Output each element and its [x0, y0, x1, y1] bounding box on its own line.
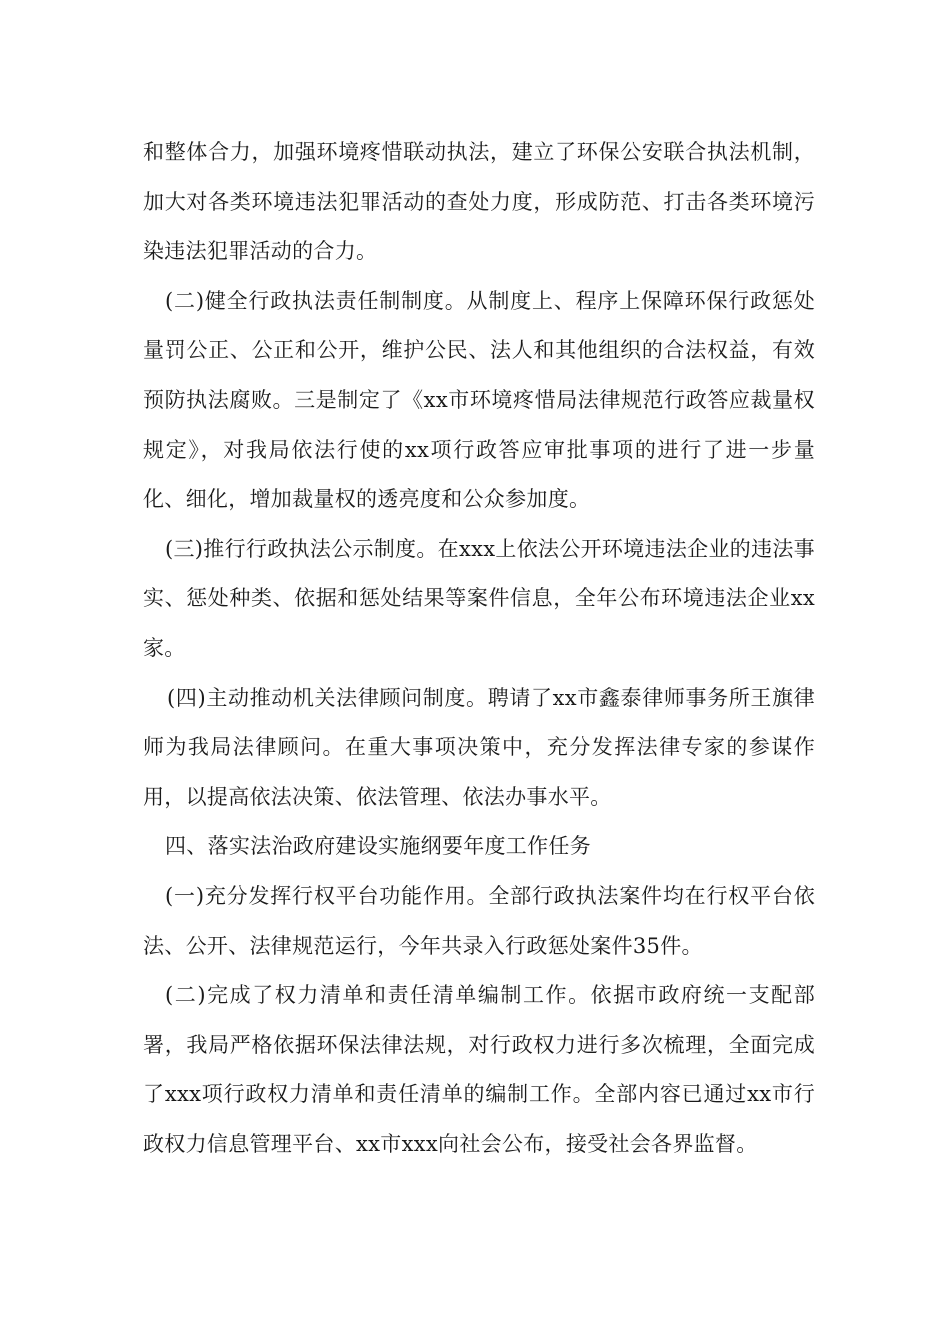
paragraph-legal-counsel: (四)主动推动机关法律顾问制度。聘请了xx市鑫泰律师事务所王旗律师为我局法律顾问。在重大事项决策中，充分发挥法律专家的参谋作用，以提高依法决策、依法管理、依法办事水平。: [143, 685, 815, 809]
paragraph-continuation: 和整体合力，加强环境疼惜联动执法，建立了环保公安联合执法机制，加大对各类环境违法犯罪活动的查处力度，形成防范、打击各类环境污染违法犯罪活动的合力。: [143, 140, 815, 264]
paragraph-platform: (一)充分发挥行权平台功能作用。全部行政执法案件均在行权平台依法、公开、法律规范运行，今年共录入行政惩处案件35件。: [143, 883, 815, 958]
paragraph-publicity-system: (三)推行行政执法公示制度。在xxx上依法公开环境违法企业的违法事实、惩处种类、依据和惩处结果等案件信息，全年公布环境违法企业xx家。: [143, 536, 815, 660]
paragraph-power-lists: (二)完成了权力清单和责任清单编制工作。依据市政府统一支配部署，我局严格依据环保法律法规，对行政权力进行多次梳理，全面完成了xxx项行政权力清单和责任清单的编制工作。全部内容已通过xx市行政权力信息管理平台、xx市xxx向社会公布，接受社会各界监督。: [143, 983, 815, 1156]
paragraph-responsibility-system: (二)健全行政执法责任制制度。从制度上、程序上保障环保行政惩处量罚公正、公正和公开，维护公民、法人和其他组织的合法权益，有效预防执法腐败。三是制定了《xx市环境疼惜局法律规范行政答应裁量权规定》，对我局依法行使的xx项行政答应审批事项的进行了进一步量化、细化，增加裁量权的透亮度和公众参加度。: [143, 288, 815, 512]
section-heading-four: 四、落实法治政府建设实施纲要年度工作任务: [165, 834, 591, 859]
document-body: [143, 128, 815, 1169]
